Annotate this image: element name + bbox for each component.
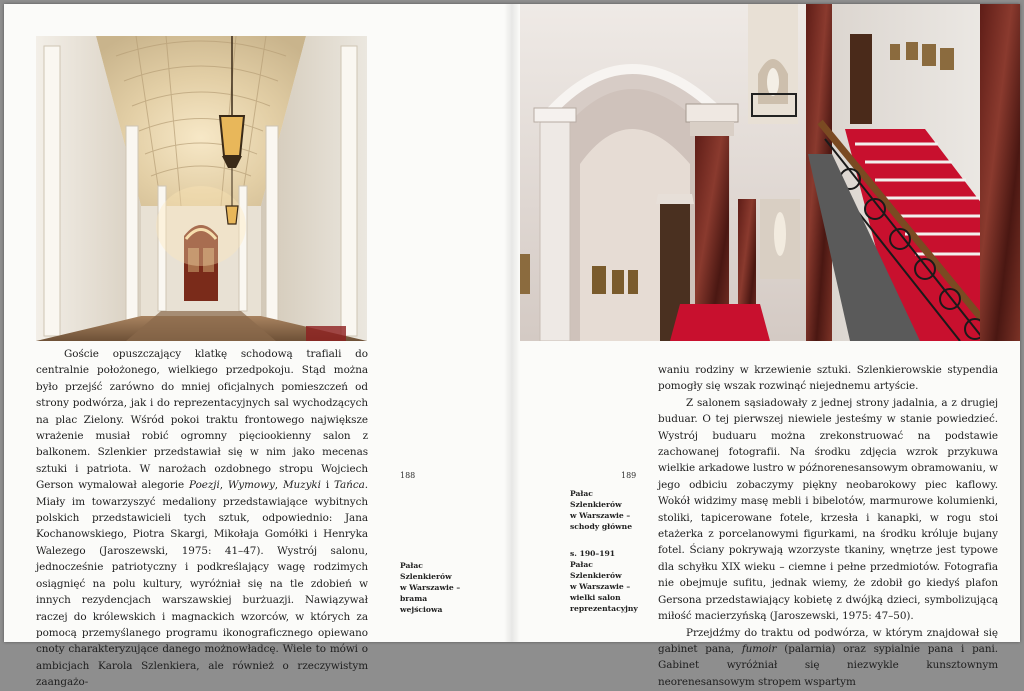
caption-right-1: Pałac Szlenkierów w Warszawie – schody główne xyxy=(570,489,633,531)
caption-left: Pałac Szlenkierów w Warszawie – brama wejściowa xyxy=(400,561,461,614)
right-paragraph-1: waniu rodziny w krzewienie sztuki. Szlenkierowskie stypendia pomogły się wszak rozwinąć niejednemu artyście. xyxy=(658,364,998,393)
left-paragraph: Goście opuszczający klatkę schodową trafiali do centralnie położonego, wielkiego przedpokoju. Stąd można było przejść zarówno do mniej oficjalnych pomieszczeń od strony podwórza, jak i do reprezentacyjnych sal wychodzących na plac Zielony. Wśród pokoi traktu frontowego największe wrażenie musiał robić ogromny pięciookienny salon z balkonem. Szlenkier przedstawiał się w nim jako mecenas sztuki i patriota. W narożach ozdobnego stropu Wojciech Gerson wymalował alegorie Poezji, Wymowy, Muzyki i Tańca. Miały im towarzyszyć medaliony przedstawiające wybitnych polskich przedstawicieli tych sztuk, odpowiednio: Jana Kochanowskiego, Piotra Skargi, Mikołaja Gomółki i Henryka Walezego (Jaroszewski, 1975: 41–47). Wystrój salonu, jednocześnie patriotyczny i podkreślający wagę rodzimych osiągnięć na polu kultury, wyróżniał się na tle zdobień w innych rezydencjach warszawskiej burżuazji. Nawiązywał raczej do królewskich i magnackich wzorców, w których za pomocą przemyślanego programu ikonograficznego opiewano cnoty charakteryzujące danego możnowładcę. Wiele to mówi o ambicjach Karola Szlenkiera, ale również o rzeczywistym zaangażo- xyxy=(36,348,369,689)
left-body-text xyxy=(36,346,368,691)
staircase-photo xyxy=(520,4,1020,341)
corridor-photo xyxy=(36,36,367,341)
right-page xyxy=(512,4,1020,688)
left-page xyxy=(4,4,512,689)
right-paragraph-3: Przejdźmy do traktu od podwórza, w którym znajdował się gabinet pana, fumoir (palarnia) oraz sypialnie pana i pani. Gabinet wyróżniał się niezwykle kunsztownym neorenesansowym stropem wspartym xyxy=(658,626,999,688)
page-number-right: 189 xyxy=(621,471,637,480)
corridor-illustration xyxy=(36,36,367,341)
right-body-text xyxy=(658,362,998,690)
book-spread xyxy=(4,4,1020,689)
right-paragraph-2: Z salonem sąsiadowały z jednej strony jadalnia, a z drugiej buduar. O tej pierwszej niewiele jesteśmy w stanie powiedzieć. Wystrój buduaru można zrekonstruować na podstawie zachowanej fotografii. Na środku zdjęcia wzrok przykuwa wielkie arkadowe lustro w późnorenesansowym obramowaniu, w jego odbiciu zobaczymy piękny neobarokowy piec kaflowy. Wokół widzimy masę mebli i bibelotów, marmurowe kolumienki, stoliki, tapicerowane fotele, krzesła i kanapki, w rogu stoi etażerka z porcelanowymi figurkami, na środku króluje bujany fotel. Ściany pokrywają wzorzyste tkaniny, wnętrze jest typowe dla schyłku XIX wieku – ciemne i pełne przedmiotów. Fotografia nie obejmuje sufitu, jednak wiemy, że zdobił go kiedyś plafon Gersona przedstawiający kobietę z dwójką dzieci, symbolizującą miłość macierzyńską (Jaroszewski, 1975: 47–50). xyxy=(658,396,998,623)
caption-right-2: s. 190–191 Pałac Szlenkierów w Warszawie – wielki salon reprezentacyjny xyxy=(570,549,638,613)
page-number-left: 188 xyxy=(400,471,416,480)
staircase-illustration xyxy=(520,4,1020,341)
